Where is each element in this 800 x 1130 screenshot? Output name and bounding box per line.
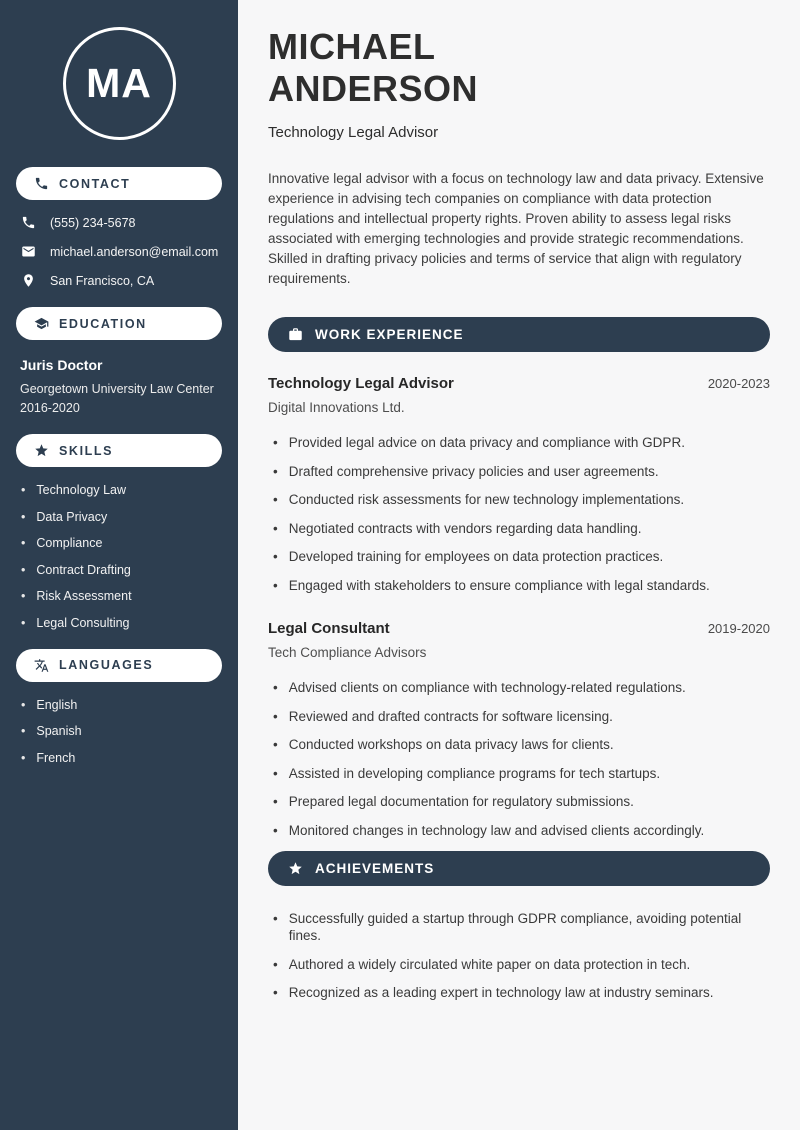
briefcase-icon [288, 327, 303, 342]
person-last-name: ANDERSON [268, 68, 479, 109]
job-dates: 2020-2023 [707, 376, 770, 391]
job-bullet: • Negotiated contracts with vendors regarding data handling. [273, 520, 770, 538]
skill-item: • Data Privacy [21, 510, 224, 524]
skills-section-title: SKILLS [59, 443, 114, 458]
skills-list [0, 483, 238, 630]
avatar-initials: MA [86, 60, 152, 106]
contact-phone-text: (555) 234-5678 [50, 215, 136, 230]
languages-section-header [16, 649, 222, 682]
education-years: 2016-2020 [20, 401, 80, 416]
contact-phone [21, 215, 224, 230]
email-icon [21, 244, 36, 259]
sidebar [0, 0, 238, 1130]
skill-item: • Compliance [21, 536, 224, 550]
contact-section-header [16, 167, 222, 200]
job-bullet-list [268, 434, 770, 594]
star-icon [34, 443, 49, 458]
summary-paragraph: Innovative legal advisor with a focus on technology law and data privacy. Extensive experience in advising tech companies on compliance with data protection regulations and intellectual property rights. Proven ability to assess legal risks associated with emerging technologies and provide strategic recommendations. Skilled in drafting privacy policies and terms of service that align with regulatory requirements. [268, 171, 764, 286]
graduation-cap-icon [34, 316, 49, 331]
job-bullet: • Engaged with stakeholders to ensure compliance with legal standards. [273, 577, 770, 595]
translate-icon [34, 658, 49, 673]
skill-item: • Technology Law [21, 483, 224, 497]
job-bullet-list [268, 679, 770, 839]
achievements-section-title: ACHIEVEMENTS [315, 860, 435, 876]
job-bullet: • Reviewed and drafted contracts for software licensing. [273, 708, 770, 726]
contact-section-title: CONTACT [59, 176, 131, 191]
contact-location [21, 273, 224, 288]
achievement-item: • Successfully guided a startup through GDPR compliance, avoiding potential fines. [273, 910, 770, 945]
job-header [268, 375, 770, 392]
person-job-title: Technology Legal Advisor [268, 124, 439, 141]
contact-location-text: San Francisco, CA [50, 273, 155, 288]
job-entry [268, 620, 770, 839]
skill-item: • Legal Consulting [21, 616, 224, 630]
job-bullet: • Provided legal advice on data privacy and compliance with GDPR. [273, 434, 770, 452]
person-first-name: MICHAEL [268, 26, 436, 67]
achievements-section-header [268, 851, 770, 886]
contact-list [0, 215, 238, 288]
job-company: Digital Innovations Ltd. [268, 400, 405, 415]
job-bullet: • Advised clients on compliance with technology-related regulations. [273, 679, 770, 697]
job-bullet: • Monitored changes in technology law and advised clients accordingly. [273, 822, 770, 840]
skill-item: • Risk Assessment [21, 589, 224, 603]
education-school: Georgetown University Law Center [20, 382, 214, 396]
skills-section-header [16, 434, 222, 467]
job-header [268, 620, 770, 637]
job-bullet: • Developed training for employees on data protection practices. [273, 548, 770, 566]
achievement-item: • Authored a widely circulated white paper on data protection in tech. [273, 956, 770, 974]
contact-email [21, 244, 224, 259]
language-item: • French [21, 751, 224, 765]
job-title: Legal Consultant [268, 620, 390, 638]
education-degree: Juris Doctor [20, 357, 103, 373]
skill-item: • Contract Drafting [21, 563, 224, 577]
avatar [63, 27, 176, 140]
job-dates: 2019-2020 [707, 621, 770, 637]
education-entry [0, 357, 238, 415]
contact-email-text: michael.anderson@email.com [50, 244, 219, 259]
job-bullet: • Drafted comprehensive privacy policies and user agreements. [273, 463, 770, 481]
work-experience-section-header [268, 317, 770, 352]
language-item: • Spanish [21, 724, 224, 738]
language-item: • English [21, 698, 224, 712]
achievements-list [268, 910, 770, 1002]
languages-section-title: LANGUAGES [59, 658, 154, 673]
resume-main [238, 0, 800, 1130]
job-bullet: • Prepared legal documentation for regulatory submissions. [273, 793, 770, 811]
job-title: Technology Legal Advisor [268, 375, 454, 392]
job-company: Tech Compliance Advisors [268, 645, 427, 661]
person-name [268, 26, 770, 110]
star-icon [288, 861, 303, 876]
phone-icon [34, 176, 49, 191]
achievement-item: • Recognized as a leading expert in technology law at industry seminars. [273, 984, 770, 1002]
education-section-title: EDUCATION [59, 316, 147, 331]
education-section-header [16, 307, 222, 340]
job-bullet: • Assisted in developing compliance programs for tech startups. [273, 765, 770, 783]
work-experience-section-title: WORK EXPERIENCE [315, 327, 464, 342]
location-icon [21, 273, 36, 288]
job-bullet: • Conducted risk assessments for new technology implementations. [273, 491, 770, 509]
phone-icon [21, 215, 36, 230]
languages-list [0, 698, 238, 765]
job-bullet: • Conducted workshops on data privacy laws for clients. [273, 736, 770, 754]
job-entry [268, 375, 770, 594]
